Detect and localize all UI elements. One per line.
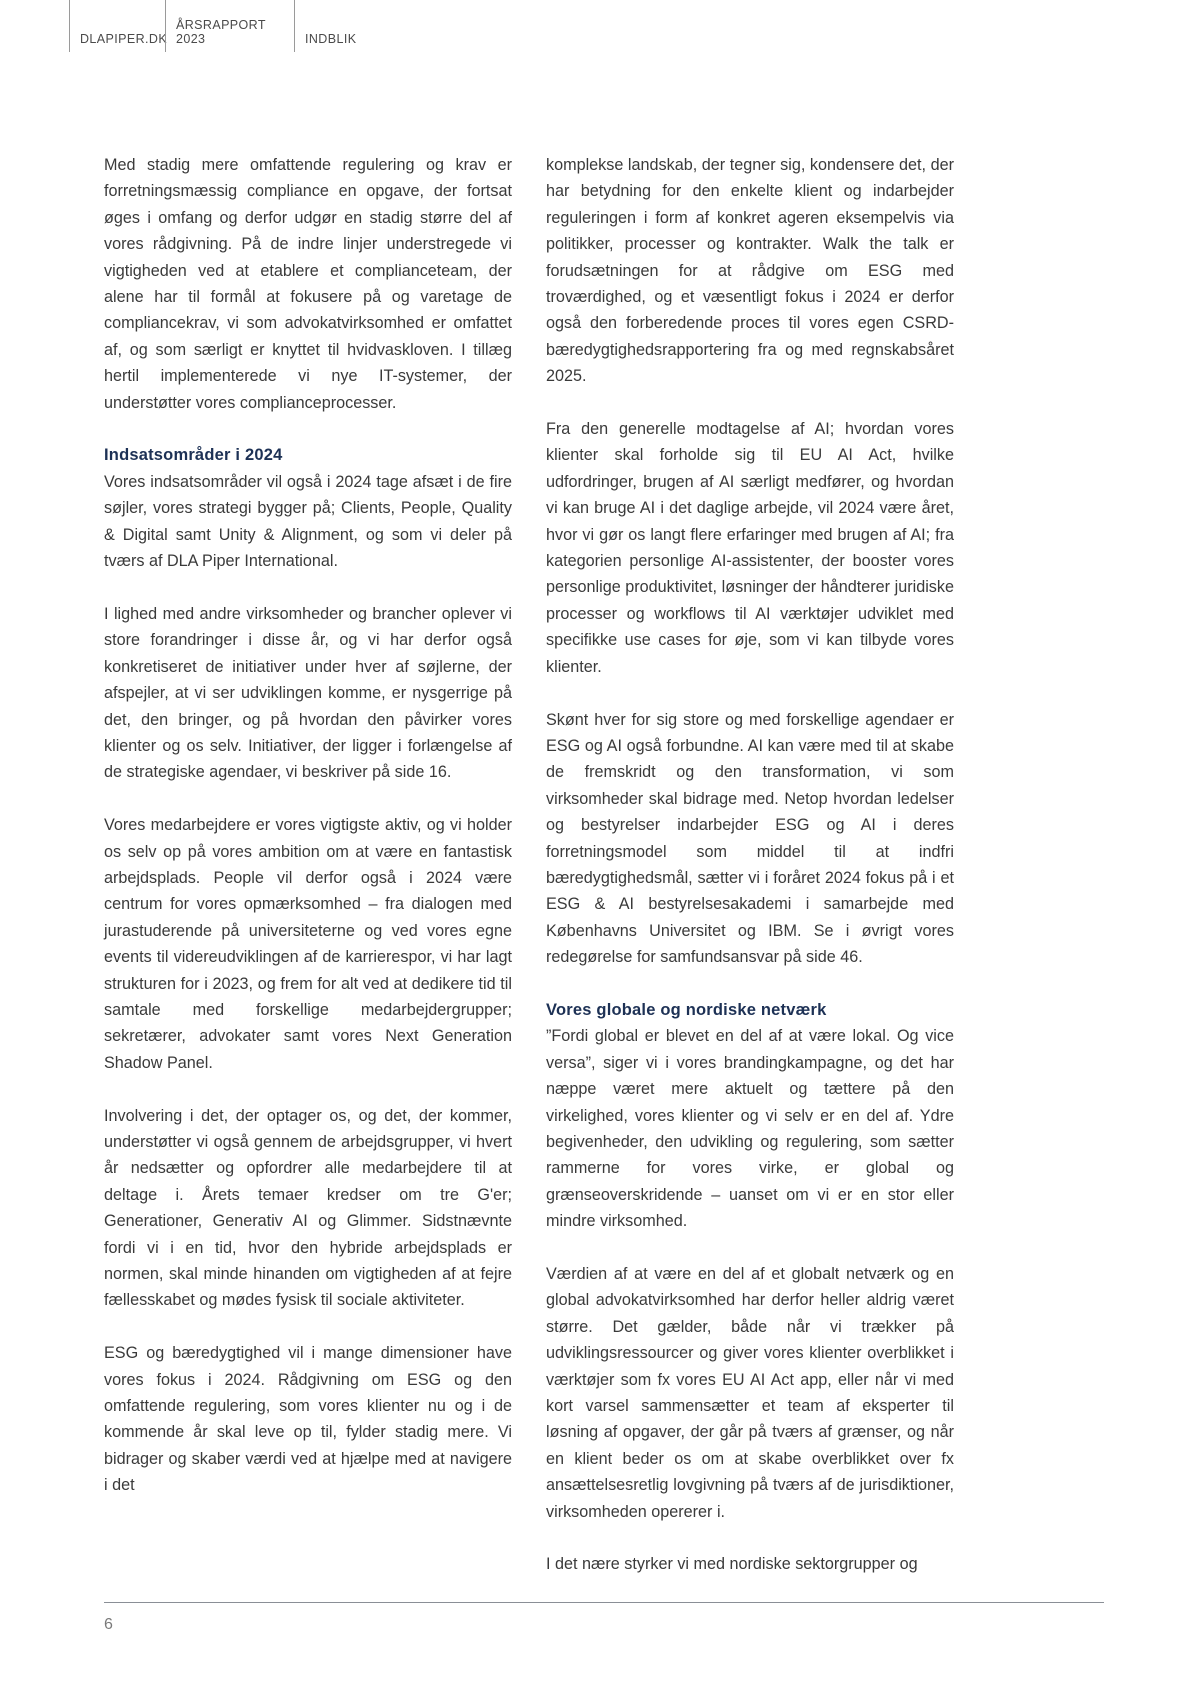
paragraph-ai: Fra den generelle modtagelse af AI; hvordan vores klienter skal forholde sig til EU AI Act, hvilke udfordringer, brugen af AI særligt medfører, og hvordan vi kan bruge AI i det daglige arbejde, vil 2024 være året, hvor vi gør os langt flere erfaringer med brugen af AI; fra kategorien personlige AI-assistenter, der booster vores personlige produktivitet, løsninger der håndterer juridiske processer og workflows til AI værktøjer udviklet med specifikke use cases for øje, som vi kan tilbyde vores klienter. xyxy=(546,420,954,676)
heading-netvaerk: Vores globale og nordiske netværk xyxy=(546,1000,827,1019)
paragraph-medarbejdere: Vores medarbejdere er vores vigtigste aktiv, og vi holder os selv op på vores ambition om at være en fantastisk arbejdsplads. People vil derfor også i 2024 være centrum for vores opmærksomhed – fra dialogen med jurastuderende på universiteterne og ved vores egne events til videreudviklingen af de karrierespor, vi har lagt strukturen for i 2023, og frem for alt ved at dedikere tid til samtale med forskellige medarbejdergrupper; sekretærer, advokater samt vores Next Generation Shadow Panel. xyxy=(104,816,512,1072)
footer-divider xyxy=(104,1602,1104,1603)
left-text-column xyxy=(104,152,512,1525)
paragraph-indsatsomrader: Vores indsatsområder vil også i 2024 tage afsæt i de fire søjler, vores strategi bygger på; Clients, People, Quality & Digital samt Unity & Alignment, og som vi deler på tværs af DLA Piper International. xyxy=(104,472,512,571)
paragraph-nordiske: I det nære styrker vi med nordiske sektorgrupper og xyxy=(546,1555,918,1574)
page-number: 6 xyxy=(104,1616,113,1633)
paragraph-global: ”Fordi global er blevet en del af at være lokal. Og vice versa”, siger vi i vores brandingkampagne, og det har næppe været mere aktuelt og tættere på den virkelighed, vores klienter og vi selv er en del af. Ydre begivenheder, den udvikling og regulering, som sætter rammerne for vores virke, er global og grænseoverskridende – uanset om vi er en stor eller mindre virksomhed. xyxy=(546,1027,954,1231)
nav-link-dlapiper[interactable]: DLAPIPER.DK xyxy=(69,0,165,52)
nav-link-arsrapport[interactable]: ÅRSRAPPORT 2023 xyxy=(165,0,294,52)
nav-link-indblik[interactable]: INDBLIK xyxy=(294,0,374,52)
paragraph-vaerdien: Værdien af at være en del af et globalt netværk og en global advokatvirksomhed har derfor heller aldrig været større. Det gælder, både når vi trækker på udviklingsressourcer og giver vores klienter overblikket i værktøjer som fx vores EU AI Act app, eller når vi med kort varsel sammensætter et team af eksperter til løsning af opgaver, der går på tværs af grænser, og når en klient beder os om at skabe overblikket over fx ansættelsesretlig lovgivning på tværs af de jurisdiktioner, virksomheden opererer i. xyxy=(546,1265,954,1521)
right-text-column xyxy=(546,152,954,1604)
paragraph-esg: ESG og bæredygtighed vil i mange dimensioner have vores fokus i 2024. Rådgivning om ESG og den omfattende regulering, som vores klienter nu og i de kommende år skal leve op til, fylder stadig mere. Vi bidrager og skaber værdi ved at hjælpe med at navigere i det xyxy=(104,1344,512,1495)
paragraph-involvering: Involvering i det, der optager os, og det, der kommer, understøtter vi også gennem de arbejdsgrupper, vi hvert år nedsætter og opfordrer alle medarbejdere til at deltage i. Årets temaer kredser om tre G'er; Generationer, Generativ AI og Glimmer. Sidstnævnte fordi vi i en tid, hvor den hybride arbejdsplads er normen, skal minde hinanden om vigtigheden af at fejre fællesskabet og mødes fysisk til sociale aktiviteter. xyxy=(104,1106,512,1310)
paragraph-compliance: Med stadig mere omfattende regulering og krav er forretningsmæssig compliance en opgave, der fortsat øges i omfang og derfor udgør en stadig større del af vores rådgivning. På de indre linjer understregede vi vigtigheden ved at etablere et complianceteam, der alene har til formål at fokusere på og varetage de compliancekrav, vi som advokatvirksomhed er omfattet af, og som særligt er knyttet til hvidvaskloven. I tillæg hertil implementerede vi nye IT-systemer, der understøtter vores complianceprocesser. xyxy=(104,156,512,412)
top-navigation xyxy=(0,0,374,52)
paragraph-esg-ai: Skønt hver for sig store og med forskellige agendaer er ESG og AI også forbundne. AI kan være med til at skabe de fremskridt og den transformation, vi som virksomheder skal bidrage med. Netop hvordan ledelser og bestyrelser indarbejder ESG og AI i deres forretningsmodel som middel til at indfri bæredygtighedsmål, sætter vi i foråret 2024 fokus på i et ESG & AI bestyrelsesakademi i samarbejde med Københavns Universitet og IBM. Se i øvrigt vores redegørelse for samfundsansvar på side 46. xyxy=(546,710,954,967)
paragraph-forandringer: I lighed med andre virksomheder og brancher oplever vi store forandringer i disse år, og vi har derfor også konkretiseret de initiativer under hver af søjlerne, der afspejler, at vi ser udviklingen komme, er nysgerrige på det, den bringer, og på hvordan den påvirker vores klienter og os selv. Initiativer, der ligger i forlængelse af de strategiske agendaer, vi beskriver på side 16. xyxy=(104,604,512,782)
heading-indsatsomrader: Indsatsområder i 2024 xyxy=(104,446,283,465)
paragraph-landskab: komplekse landskab, der tegner sig, kondensere det, der har betydning for den enkelte klient og indarbejder reguleringen i form af konkret ageren eksempelvis via politikker, processer og kontrakter. Walk the talk er forudsætningen for at rådgive om ESG med troværdighed, og et væsentligt fokus i 2024 er derfor også den forberedende proces til vores egen CSRD-bæredygtighedsrapportering fra og med regnskabsåret 2025. xyxy=(546,156,954,386)
